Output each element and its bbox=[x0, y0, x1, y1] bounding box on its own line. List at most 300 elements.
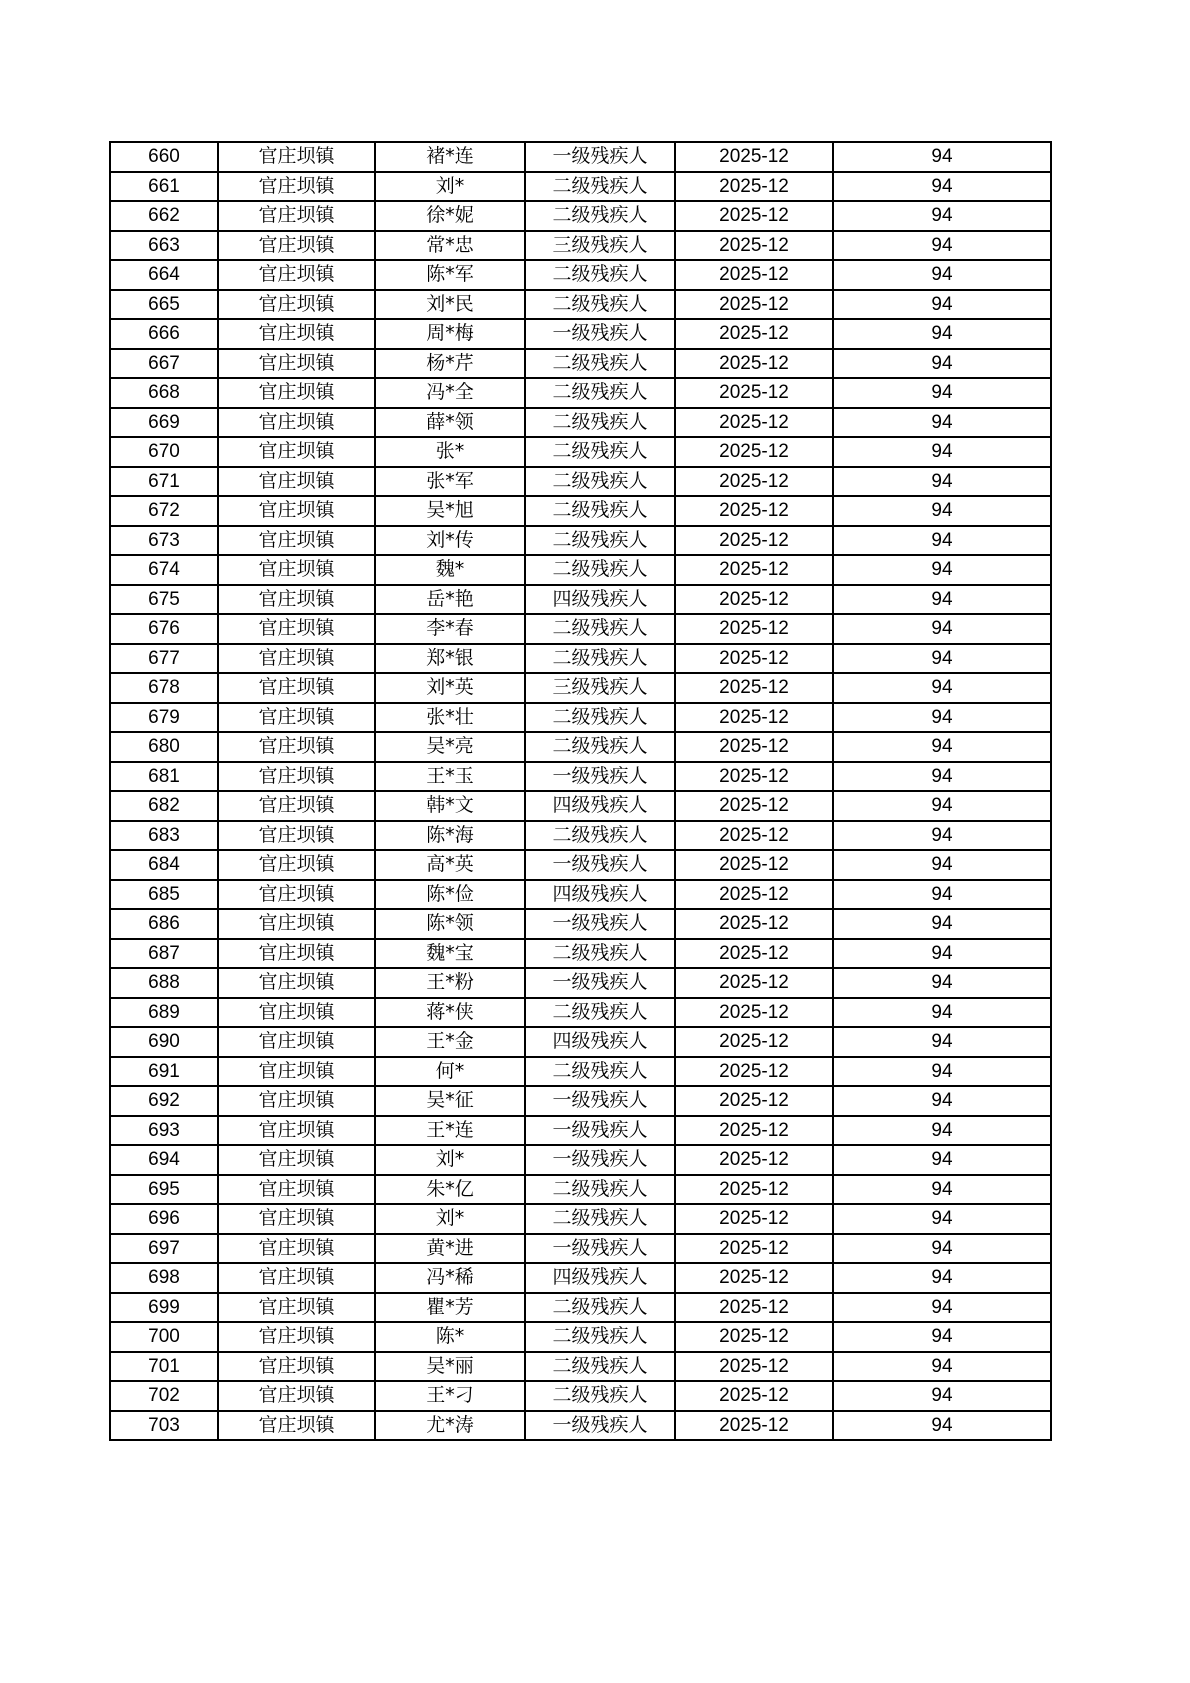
person-name-cell: 冯*全 bbox=[375, 378, 525, 408]
disability-level-cell: 三级残疾人 bbox=[525, 231, 675, 261]
table-row bbox=[110, 821, 1051, 851]
row-number-cell: 683 bbox=[110, 821, 218, 851]
township-cell: 官庄坝镇 bbox=[218, 1204, 375, 1234]
disability-level-cell: 四级残疾人 bbox=[525, 1263, 675, 1293]
township-cell: 官庄坝镇 bbox=[218, 791, 375, 821]
amount-cell: 94 bbox=[833, 1263, 1051, 1293]
amount-cell: 94 bbox=[833, 1234, 1051, 1264]
township-cell: 官庄坝镇 bbox=[218, 555, 375, 585]
subsidy-roster-table bbox=[109, 141, 1052, 1441]
person-name-cell: 郑*银 bbox=[375, 644, 525, 674]
township-cell: 官庄坝镇 bbox=[218, 142, 375, 172]
township-cell: 官庄坝镇 bbox=[218, 850, 375, 880]
disability-level-cell: 一级残疾人 bbox=[525, 1411, 675, 1441]
row-number-cell: 667 bbox=[110, 349, 218, 379]
person-name-cell: 高*英 bbox=[375, 850, 525, 880]
row-number-cell: 675 bbox=[110, 585, 218, 615]
amount-cell: 94 bbox=[833, 1293, 1051, 1323]
period-cell: 2025-12 bbox=[675, 1027, 833, 1057]
township-cell: 官庄坝镇 bbox=[218, 201, 375, 231]
disability-level-cell: 四级残疾人 bbox=[525, 1027, 675, 1057]
table-row bbox=[110, 644, 1051, 674]
person-name-cell: 王*粉 bbox=[375, 968, 525, 998]
township-cell: 官庄坝镇 bbox=[218, 378, 375, 408]
period-cell: 2025-12 bbox=[675, 467, 833, 497]
table-row bbox=[110, 1381, 1051, 1411]
person-name-cell: 魏*宝 bbox=[375, 939, 525, 969]
amount-cell: 94 bbox=[833, 1204, 1051, 1234]
amount-cell: 94 bbox=[833, 762, 1051, 792]
township-cell: 官庄坝镇 bbox=[218, 909, 375, 939]
period-cell: 2025-12 bbox=[675, 1234, 833, 1264]
row-number-cell: 701 bbox=[110, 1352, 218, 1382]
disability-level-cell: 二级残疾人 bbox=[525, 1204, 675, 1234]
period-cell: 2025-12 bbox=[675, 1116, 833, 1146]
period-cell: 2025-12 bbox=[675, 644, 833, 674]
period-cell: 2025-12 bbox=[675, 378, 833, 408]
row-number-cell: 688 bbox=[110, 968, 218, 998]
period-cell: 2025-12 bbox=[675, 1175, 833, 1205]
table-row bbox=[110, 1293, 1051, 1323]
amount-cell: 94 bbox=[833, 437, 1051, 467]
amount-cell: 94 bbox=[833, 1352, 1051, 1382]
disability-level-cell: 二级残疾人 bbox=[525, 1293, 675, 1323]
disability-level-cell: 二级残疾人 bbox=[525, 467, 675, 497]
disability-level-cell: 四级残疾人 bbox=[525, 585, 675, 615]
row-number-cell: 671 bbox=[110, 467, 218, 497]
table-row bbox=[110, 231, 1051, 261]
table-row bbox=[110, 437, 1051, 467]
person-name-cell: 王*刁 bbox=[375, 1381, 525, 1411]
amount-cell: 94 bbox=[833, 939, 1051, 969]
disability-level-cell: 四级残疾人 bbox=[525, 880, 675, 910]
disability-level-cell: 二级残疾人 bbox=[525, 378, 675, 408]
township-cell: 官庄坝镇 bbox=[218, 644, 375, 674]
table-row bbox=[110, 968, 1051, 998]
township-cell: 官庄坝镇 bbox=[218, 1175, 375, 1205]
table-row bbox=[110, 349, 1051, 379]
person-name-cell: 陈*海 bbox=[375, 821, 525, 851]
person-name-cell: 岳*艳 bbox=[375, 585, 525, 615]
table-row bbox=[110, 614, 1051, 644]
amount-cell: 94 bbox=[833, 142, 1051, 172]
township-cell: 官庄坝镇 bbox=[218, 496, 375, 526]
table-row bbox=[110, 1234, 1051, 1264]
row-number-cell: 670 bbox=[110, 437, 218, 467]
table-row bbox=[110, 408, 1051, 438]
row-number-cell: 663 bbox=[110, 231, 218, 261]
amount-cell: 94 bbox=[833, 526, 1051, 556]
person-name-cell: 刘* bbox=[375, 1204, 525, 1234]
row-number-cell: 697 bbox=[110, 1234, 218, 1264]
township-cell: 官庄坝镇 bbox=[218, 1352, 375, 1382]
table-row bbox=[110, 732, 1051, 762]
row-number-cell: 690 bbox=[110, 1027, 218, 1057]
disability-level-cell: 二级残疾人 bbox=[525, 555, 675, 585]
township-cell: 官庄坝镇 bbox=[218, 1057, 375, 1087]
amount-cell: 94 bbox=[833, 231, 1051, 261]
township-cell: 官庄坝镇 bbox=[218, 939, 375, 969]
row-number-cell: 694 bbox=[110, 1145, 218, 1175]
row-number-cell: 666 bbox=[110, 319, 218, 349]
period-cell: 2025-12 bbox=[675, 614, 833, 644]
disability-level-cell: 二级残疾人 bbox=[525, 644, 675, 674]
person-name-cell: 周*梅 bbox=[375, 319, 525, 349]
period-cell: 2025-12 bbox=[675, 408, 833, 438]
disability-level-cell: 二级残疾人 bbox=[525, 201, 675, 231]
person-name-cell: 韩*文 bbox=[375, 791, 525, 821]
person-name-cell: 李*春 bbox=[375, 614, 525, 644]
table-row bbox=[110, 909, 1051, 939]
amount-cell: 94 bbox=[833, 378, 1051, 408]
amount-cell: 94 bbox=[833, 555, 1051, 585]
person-name-cell: 吴*丽 bbox=[375, 1352, 525, 1382]
township-cell: 官庄坝镇 bbox=[218, 526, 375, 556]
person-name-cell: 常*忠 bbox=[375, 231, 525, 261]
disability-level-cell: 二级残疾人 bbox=[525, 1322, 675, 1352]
table-row bbox=[110, 1175, 1051, 1205]
disability-level-cell: 二级残疾人 bbox=[525, 614, 675, 644]
person-name-cell: 刘*传 bbox=[375, 526, 525, 556]
disability-level-cell: 二级残疾人 bbox=[525, 290, 675, 320]
disability-level-cell: 二级残疾人 bbox=[525, 408, 675, 438]
period-cell: 2025-12 bbox=[675, 1263, 833, 1293]
period-cell: 2025-12 bbox=[675, 732, 833, 762]
row-number-cell: 665 bbox=[110, 290, 218, 320]
person-name-cell: 蒋*侠 bbox=[375, 998, 525, 1028]
table-row bbox=[110, 703, 1051, 733]
table-row bbox=[110, 526, 1051, 556]
row-number-cell: 678 bbox=[110, 673, 218, 703]
disability-level-cell: 二级残疾人 bbox=[525, 260, 675, 290]
period-cell: 2025-12 bbox=[675, 319, 833, 349]
disability-level-cell: 二级残疾人 bbox=[525, 703, 675, 733]
row-number-cell: 674 bbox=[110, 555, 218, 585]
person-name-cell: 魏* bbox=[375, 555, 525, 585]
table-row bbox=[110, 850, 1051, 880]
row-number-cell: 682 bbox=[110, 791, 218, 821]
township-cell: 官庄坝镇 bbox=[218, 1322, 375, 1352]
table-row bbox=[110, 939, 1051, 969]
person-name-cell: 陈*俭 bbox=[375, 880, 525, 910]
township-cell: 官庄坝镇 bbox=[218, 467, 375, 497]
person-name-cell: 王*玉 bbox=[375, 762, 525, 792]
row-number-cell: 672 bbox=[110, 496, 218, 526]
period-cell: 2025-12 bbox=[675, 909, 833, 939]
township-cell: 官庄坝镇 bbox=[218, 1381, 375, 1411]
township-cell: 官庄坝镇 bbox=[218, 1086, 375, 1116]
row-number-cell: 679 bbox=[110, 703, 218, 733]
amount-cell: 94 bbox=[833, 673, 1051, 703]
amount-cell: 94 bbox=[833, 408, 1051, 438]
person-name-cell: 褚*连 bbox=[375, 142, 525, 172]
amount-cell: 94 bbox=[833, 850, 1051, 880]
table-row bbox=[110, 1352, 1051, 1382]
person-name-cell: 陈* bbox=[375, 1322, 525, 1352]
amount-cell: 94 bbox=[833, 1381, 1051, 1411]
period-cell: 2025-12 bbox=[675, 703, 833, 733]
disability-level-cell: 一级残疾人 bbox=[525, 850, 675, 880]
period-cell: 2025-12 bbox=[675, 231, 833, 261]
row-number-cell: 660 bbox=[110, 142, 218, 172]
amount-cell: 94 bbox=[833, 349, 1051, 379]
disability-level-cell: 一级残疾人 bbox=[525, 909, 675, 939]
period-cell: 2025-12 bbox=[675, 1293, 833, 1323]
row-number-cell: 698 bbox=[110, 1263, 218, 1293]
table-row bbox=[110, 172, 1051, 202]
table-row bbox=[110, 880, 1051, 910]
period-cell: 2025-12 bbox=[675, 1204, 833, 1234]
row-number-cell: 692 bbox=[110, 1086, 218, 1116]
amount-cell: 94 bbox=[833, 732, 1051, 762]
amount-cell: 94 bbox=[833, 201, 1051, 231]
row-number-cell: 662 bbox=[110, 201, 218, 231]
township-cell: 官庄坝镇 bbox=[218, 1116, 375, 1146]
disability-level-cell: 一级残疾人 bbox=[525, 968, 675, 998]
person-name-cell: 刘*英 bbox=[375, 673, 525, 703]
township-cell: 官庄坝镇 bbox=[218, 673, 375, 703]
person-name-cell: 王*金 bbox=[375, 1027, 525, 1057]
disability-level-cell: 二级残疾人 bbox=[525, 1352, 675, 1382]
table-row bbox=[110, 290, 1051, 320]
person-name-cell: 陈*领 bbox=[375, 909, 525, 939]
township-cell: 官庄坝镇 bbox=[218, 437, 375, 467]
table-row bbox=[110, 673, 1051, 703]
period-cell: 2025-12 bbox=[675, 1322, 833, 1352]
disability-level-cell: 一级残疾人 bbox=[525, 1116, 675, 1146]
period-cell: 2025-12 bbox=[675, 142, 833, 172]
row-number-cell: 691 bbox=[110, 1057, 218, 1087]
row-number-cell: 703 bbox=[110, 1411, 218, 1441]
row-number-cell: 661 bbox=[110, 172, 218, 202]
table-row bbox=[110, 319, 1051, 349]
row-number-cell: 681 bbox=[110, 762, 218, 792]
township-cell: 官庄坝镇 bbox=[218, 821, 375, 851]
person-name-cell: 吴*亮 bbox=[375, 732, 525, 762]
period-cell: 2025-12 bbox=[675, 968, 833, 998]
disability-level-cell: 二级残疾人 bbox=[525, 1175, 675, 1205]
disability-level-cell: 二级残疾人 bbox=[525, 998, 675, 1028]
row-number-cell: 700 bbox=[110, 1322, 218, 1352]
amount-cell: 94 bbox=[833, 1411, 1051, 1441]
amount-cell: 94 bbox=[833, 909, 1051, 939]
period-cell: 2025-12 bbox=[675, 437, 833, 467]
row-number-cell: 687 bbox=[110, 939, 218, 969]
period-cell: 2025-12 bbox=[675, 850, 833, 880]
township-cell: 官庄坝镇 bbox=[218, 408, 375, 438]
township-cell: 官庄坝镇 bbox=[218, 880, 375, 910]
person-name-cell: 刘* bbox=[375, 172, 525, 202]
person-name-cell: 徐*妮 bbox=[375, 201, 525, 231]
period-cell: 2025-12 bbox=[675, 791, 833, 821]
amount-cell: 94 bbox=[833, 644, 1051, 674]
amount-cell: 94 bbox=[833, 1145, 1051, 1175]
row-number-cell: 685 bbox=[110, 880, 218, 910]
amount-cell: 94 bbox=[833, 1027, 1051, 1057]
table-row bbox=[110, 1116, 1051, 1146]
disability-level-cell: 二级残疾人 bbox=[525, 496, 675, 526]
period-cell: 2025-12 bbox=[675, 1145, 833, 1175]
amount-cell: 94 bbox=[833, 821, 1051, 851]
township-cell: 官庄坝镇 bbox=[218, 260, 375, 290]
amount-cell: 94 bbox=[833, 1086, 1051, 1116]
amount-cell: 94 bbox=[833, 467, 1051, 497]
period-cell: 2025-12 bbox=[675, 585, 833, 615]
township-cell: 官庄坝镇 bbox=[218, 1263, 375, 1293]
disability-level-cell: 二级残疾人 bbox=[525, 349, 675, 379]
township-cell: 官庄坝镇 bbox=[218, 290, 375, 320]
table-row bbox=[110, 585, 1051, 615]
person-name-cell: 陈*军 bbox=[375, 260, 525, 290]
table-row bbox=[110, 201, 1051, 231]
amount-cell: 94 bbox=[833, 880, 1051, 910]
roster-body bbox=[110, 142, 1051, 1440]
disability-level-cell: 一级残疾人 bbox=[525, 142, 675, 172]
period-cell: 2025-12 bbox=[675, 201, 833, 231]
amount-cell: 94 bbox=[833, 319, 1051, 349]
person-name-cell: 张*军 bbox=[375, 467, 525, 497]
amount-cell: 94 bbox=[833, 585, 1051, 615]
row-number-cell: 668 bbox=[110, 378, 218, 408]
table-row bbox=[110, 1411, 1051, 1441]
person-name-cell: 张*壮 bbox=[375, 703, 525, 733]
table-row bbox=[110, 142, 1051, 172]
amount-cell: 94 bbox=[833, 260, 1051, 290]
period-cell: 2025-12 bbox=[675, 260, 833, 290]
period-cell: 2025-12 bbox=[675, 821, 833, 851]
person-name-cell: 吴*旭 bbox=[375, 496, 525, 526]
amount-cell: 94 bbox=[833, 496, 1051, 526]
period-cell: 2025-12 bbox=[675, 1352, 833, 1382]
person-name-cell: 张* bbox=[375, 437, 525, 467]
period-cell: 2025-12 bbox=[675, 526, 833, 556]
period-cell: 2025-12 bbox=[675, 555, 833, 585]
table-row bbox=[110, 1086, 1051, 1116]
disability-level-cell: 一级残疾人 bbox=[525, 762, 675, 792]
period-cell: 2025-12 bbox=[675, 349, 833, 379]
period-cell: 2025-12 bbox=[675, 762, 833, 792]
township-cell: 官庄坝镇 bbox=[218, 1411, 375, 1441]
period-cell: 2025-12 bbox=[675, 939, 833, 969]
amount-cell: 94 bbox=[833, 1322, 1051, 1352]
table-row bbox=[110, 378, 1051, 408]
table-row bbox=[110, 496, 1051, 526]
amount-cell: 94 bbox=[833, 1175, 1051, 1205]
person-name-cell: 朱*亿 bbox=[375, 1175, 525, 1205]
township-cell: 官庄坝镇 bbox=[218, 703, 375, 733]
person-name-cell: 杨*芹 bbox=[375, 349, 525, 379]
township-cell: 官庄坝镇 bbox=[218, 614, 375, 644]
amount-cell: 94 bbox=[833, 1116, 1051, 1146]
table-row bbox=[110, 555, 1051, 585]
township-cell: 官庄坝镇 bbox=[218, 172, 375, 202]
row-number-cell: 686 bbox=[110, 909, 218, 939]
township-cell: 官庄坝镇 bbox=[218, 231, 375, 261]
person-name-cell: 薛*领 bbox=[375, 408, 525, 438]
township-cell: 官庄坝镇 bbox=[218, 585, 375, 615]
row-number-cell: 702 bbox=[110, 1381, 218, 1411]
disability-level-cell: 二级残疾人 bbox=[525, 821, 675, 851]
disability-level-cell: 一级残疾人 bbox=[525, 319, 675, 349]
person-name-cell: 刘*民 bbox=[375, 290, 525, 320]
row-number-cell: 673 bbox=[110, 526, 218, 556]
table-row bbox=[110, 791, 1051, 821]
person-name-cell: 尤*涛 bbox=[375, 1411, 525, 1441]
row-number-cell: 696 bbox=[110, 1204, 218, 1234]
amount-cell: 94 bbox=[833, 1057, 1051, 1087]
disability-level-cell: 一级残疾人 bbox=[525, 1086, 675, 1116]
row-number-cell: 699 bbox=[110, 1293, 218, 1323]
amount-cell: 94 bbox=[833, 998, 1051, 1028]
township-cell: 官庄坝镇 bbox=[218, 968, 375, 998]
row-number-cell: 684 bbox=[110, 850, 218, 880]
period-cell: 2025-12 bbox=[675, 290, 833, 320]
period-cell: 2025-12 bbox=[675, 998, 833, 1028]
person-name-cell: 刘* bbox=[375, 1145, 525, 1175]
person-name-cell: 黄*进 bbox=[375, 1234, 525, 1264]
table-row bbox=[110, 1263, 1051, 1293]
row-number-cell: 669 bbox=[110, 408, 218, 438]
row-number-cell: 693 bbox=[110, 1116, 218, 1146]
table-row bbox=[110, 467, 1051, 497]
amount-cell: 94 bbox=[833, 290, 1051, 320]
table-row bbox=[110, 1145, 1051, 1175]
disability-level-cell: 二级残疾人 bbox=[525, 1057, 675, 1087]
row-number-cell: 695 bbox=[110, 1175, 218, 1205]
table-row bbox=[110, 1322, 1051, 1352]
period-cell: 2025-12 bbox=[675, 172, 833, 202]
period-cell: 2025-12 bbox=[675, 673, 833, 703]
township-cell: 官庄坝镇 bbox=[218, 349, 375, 379]
township-cell: 官庄坝镇 bbox=[218, 1145, 375, 1175]
township-cell: 官庄坝镇 bbox=[218, 319, 375, 349]
disability-level-cell: 四级残疾人 bbox=[525, 791, 675, 821]
person-name-cell: 冯*稀 bbox=[375, 1263, 525, 1293]
row-number-cell: 689 bbox=[110, 998, 218, 1028]
amount-cell: 94 bbox=[833, 968, 1051, 998]
period-cell: 2025-12 bbox=[675, 1086, 833, 1116]
township-cell: 官庄坝镇 bbox=[218, 1234, 375, 1264]
disability-level-cell: 二级残疾人 bbox=[525, 437, 675, 467]
amount-cell: 94 bbox=[833, 172, 1051, 202]
disability-level-cell: 三级残疾人 bbox=[525, 673, 675, 703]
disability-level-cell: 二级残疾人 bbox=[525, 939, 675, 969]
person-name-cell: 何* bbox=[375, 1057, 525, 1087]
amount-cell: 94 bbox=[833, 791, 1051, 821]
amount-cell: 94 bbox=[833, 614, 1051, 644]
disability-level-cell: 一级残疾人 bbox=[525, 1234, 675, 1264]
row-number-cell: 680 bbox=[110, 732, 218, 762]
disability-level-cell: 二级残疾人 bbox=[525, 1381, 675, 1411]
township-cell: 官庄坝镇 bbox=[218, 1027, 375, 1057]
period-cell: 2025-12 bbox=[675, 1381, 833, 1411]
disability-level-cell: 二级残疾人 bbox=[525, 526, 675, 556]
period-cell: 2025-12 bbox=[675, 1057, 833, 1087]
period-cell: 2025-12 bbox=[675, 1411, 833, 1441]
table-row bbox=[110, 998, 1051, 1028]
table-row bbox=[110, 260, 1051, 290]
disability-level-cell: 二级残疾人 bbox=[525, 172, 675, 202]
township-cell: 官庄坝镇 bbox=[218, 998, 375, 1028]
disability-level-cell: 二级残疾人 bbox=[525, 732, 675, 762]
table-row bbox=[110, 1204, 1051, 1234]
person-name-cell: 吴*征 bbox=[375, 1086, 525, 1116]
table-row bbox=[110, 762, 1051, 792]
disability-level-cell: 一级残疾人 bbox=[525, 1145, 675, 1175]
township-cell: 官庄坝镇 bbox=[218, 762, 375, 792]
row-number-cell: 676 bbox=[110, 614, 218, 644]
township-cell: 官庄坝镇 bbox=[218, 1293, 375, 1323]
